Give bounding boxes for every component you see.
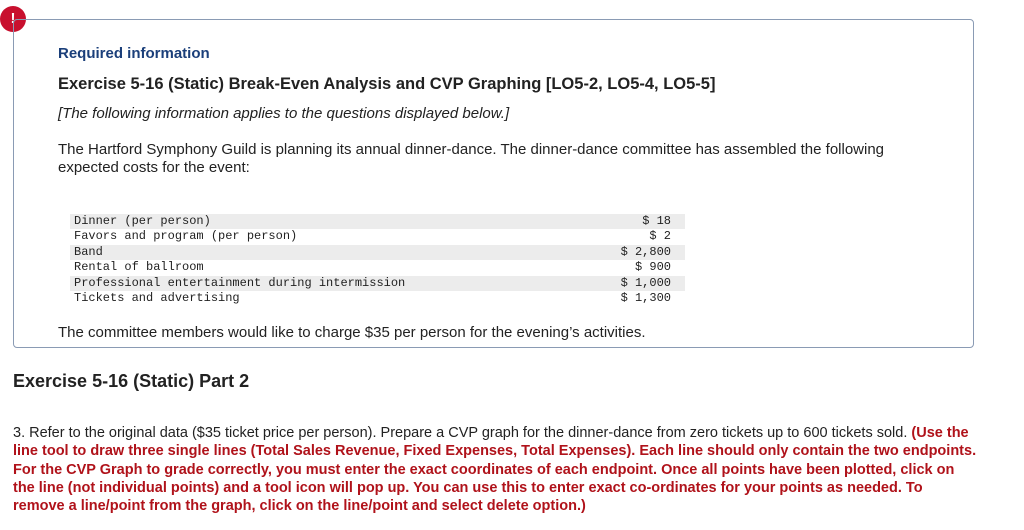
- table-row: [70, 276, 685, 291]
- cost-item-label: Professional entertainment during intermission: [70, 276, 567, 291]
- closing-paragraph: The committee members would like to charge $35 per person for the evening’s activities.: [58, 324, 646, 341]
- cost-amount: $ 900: [634, 260, 671, 275]
- cost-item-label: Tickets and advertising: [74, 291, 240, 306]
- required-info-panel: [13, 19, 974, 348]
- cost-amount: $ 2,800: [567, 245, 685, 260]
- cost-table: [70, 214, 685, 306]
- exercise-title: Exercise 5-16 (Static) Break-Even Analysis and CVP Graphing [LO5-2, LO5-4, LO5-5]: [58, 75, 716, 93]
- cost-item-label: Rental of ballroom: [74, 260, 204, 275]
- table-row: [70, 245, 685, 260]
- table-row: [70, 229, 685, 244]
- cost-item-label: Band: [70, 245, 567, 260]
- part-title: Exercise 5-16 (Static) Part 2: [13, 371, 250, 391]
- cost-amount: $ 1,000: [567, 276, 685, 291]
- cost-item-label: Dinner (per person): [70, 214, 567, 229]
- required-info-heading: Required information: [58, 45, 210, 62]
- cost-amount: $ 2: [649, 229, 671, 244]
- intro-paragraph: The Hartford Symphony Guild is planning its annual dinner-dance. The dinner-dance committee has assembled the following expected costs for the event:: [58, 141, 885, 176]
- question-body: 3. Refer to the original data ($35 ticket price per person). Prepare a CVP graph for the dinner-dance from zero tickets up to 600 tickets sold.: [13, 425, 908, 441]
- table-row: [70, 214, 685, 229]
- cost-amount: $ 18: [567, 214, 685, 229]
- question-text: [13, 424, 978, 515]
- cost-amount: $ 1,300: [620, 291, 671, 306]
- applies-note: [The following information applies to the questions displayed below.]: [58, 105, 510, 122]
- table-row: [70, 291, 685, 306]
- question-instructions: (Use the line tool to draw three single lines (Total Sales Revenue, Fixed Expenses, Total Expenses). Each line should only contain the two endpoints. For the CVP Graph to grade correctly, you must enter the exact coordinates of each endpoint. Once all points have been plotted, click on the line (not individual points) and a tool icon will pop up. You can use this to enter exact co-ordinates for your points as needed. To remove a line/point from the graph, click on the line/point and select delete option.): [13, 425, 977, 515]
- cost-item-label: Favors and program (per person): [74, 229, 298, 244]
- table-row: [70, 260, 685, 275]
- alert-icon: !: [0, 6, 26, 32]
